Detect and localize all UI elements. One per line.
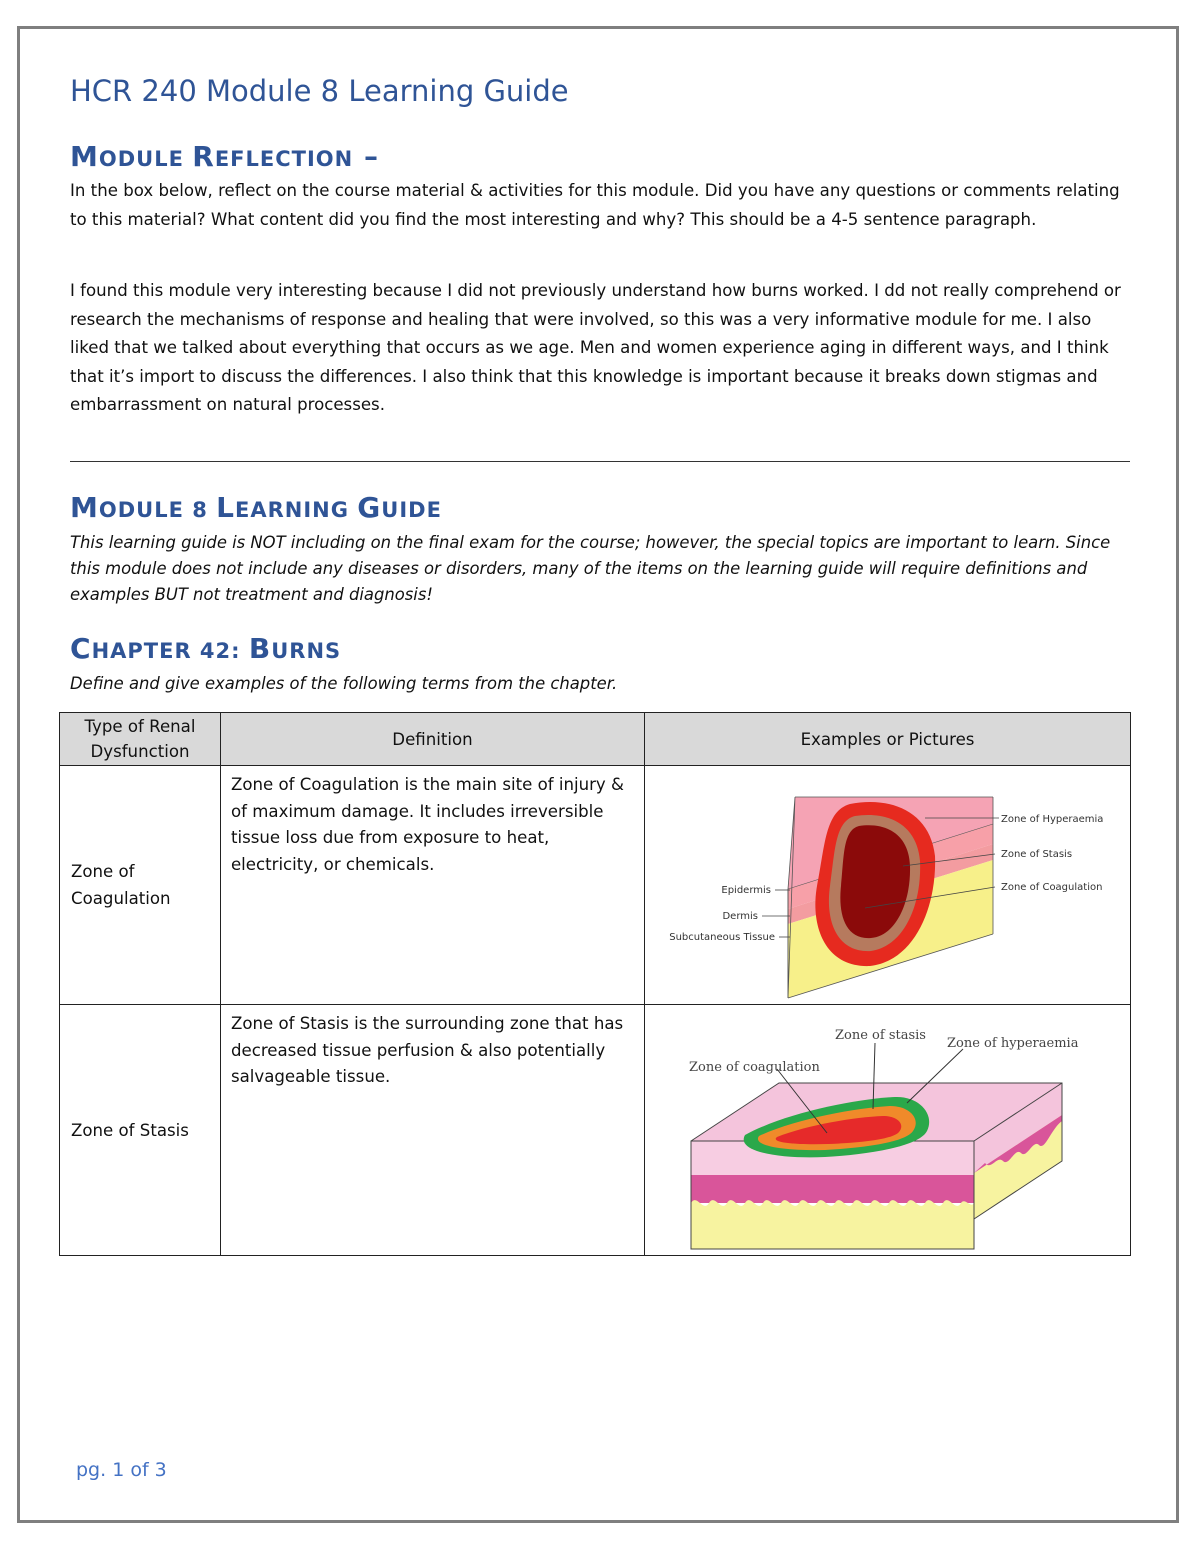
reflection-answer: I found this module very interesting because I did not previously understand how burns worked. I dd not really comprehend or research the mechanisms of response and healing that were involved, so this was a very informative module for me. I also liked that we talked about everything that occurs as we age. Men and women experience aging in different ways, and I think that it’s import to discuss the differences. I also think that this knowledge is important because it breaks down stigmas and embarrassment on natural processes.: [70, 281, 1121, 415]
burn-zones-diagram-3d: [645, 766, 1129, 1000]
table-row: [60, 766, 1131, 1005]
label-zone-coagulation: Zone of coagulation: [689, 1060, 820, 1075]
row-example-picture: [645, 766, 1131, 1005]
row-term: Zone of Coagulation: [60, 766, 221, 1005]
label-dermis: Dermis: [722, 911, 758, 922]
document-title: HCR 240 Module 8 Learning Guide: [70, 74, 569, 108]
dermis-front: [691, 1175, 974, 1203]
reflection-prompt: In the box below, reflect on the course material & activities for this module. Did you have any questions or comments relating to this material? What content did you find the most interesting and why? This should be a 4-5 sentence paragraph.: [70, 181, 1120, 229]
label-zone-hyperaemia: Zone of Hyperaemia: [1001, 814, 1104, 825]
terms-table: [59, 712, 1131, 1256]
row-term: Zone of Stasis: [60, 1005, 221, 1256]
burn-zones-diagram-cross-section: [645, 1005, 1129, 1251]
page-number: pg. 1 of 3: [76, 1459, 167, 1481]
row-example-picture: [645, 1005, 1131, 1256]
subcutaneous-front: [691, 1200, 974, 1249]
learning-guide-intro: This learning guide is NOT including on the final exam for the course; however, the special topics are important to learn. Since this module does not include any diseases or disorders, many of the items on the learning guide will require definitions and examples BUT not treatment and diagnosis!: [70, 533, 1111, 604]
label-zone-stasis: Zone of stasis: [835, 1028, 926, 1043]
column-header-type: Type of Renal Dysfunction: [60, 713, 221, 766]
section-divider: [70, 461, 1130, 462]
label-zone-hyperaemia: Zone of hyperaemia: [947, 1036, 1079, 1051]
label-zone-stasis: Zone of Stasis: [1001, 849, 1073, 860]
table-header-row: [60, 713, 1131, 766]
table-row: [60, 1005, 1131, 1256]
row-definition: Zone of Stasis is the surrounding zone that has decreased tissue perfusion & also potentially salvageable tissue.: [220, 1005, 644, 1256]
chapter-instruction: Define and give examples of the following terms from the chapter.: [70, 674, 618, 693]
column-header-definition: Definition: [220, 713, 644, 766]
label-zone-coagulation: Zone of Coagulation: [1001, 882, 1103, 893]
chapter-heading: CHAPTER 42: BURNS: [70, 632, 342, 665]
label-epidermis: Epidermis: [721, 885, 771, 896]
label-subcutaneous-tissue: Subcutaneous Tissue: [669, 932, 775, 943]
module-reflection-heading: MODULE REFLECTION –: [70, 140, 379, 173]
column-header-examples: Examples or Pictures: [645, 713, 1131, 766]
learning-guide-heading: MODULE 8 LEARNING GUIDE: [70, 491, 442, 524]
row-definition: Zone of Coagulation is the main site of injury & of maximum damage. It includes irreversible tissue loss due from exposure to heat, electricity, or chemicals.: [220, 766, 644, 1005]
